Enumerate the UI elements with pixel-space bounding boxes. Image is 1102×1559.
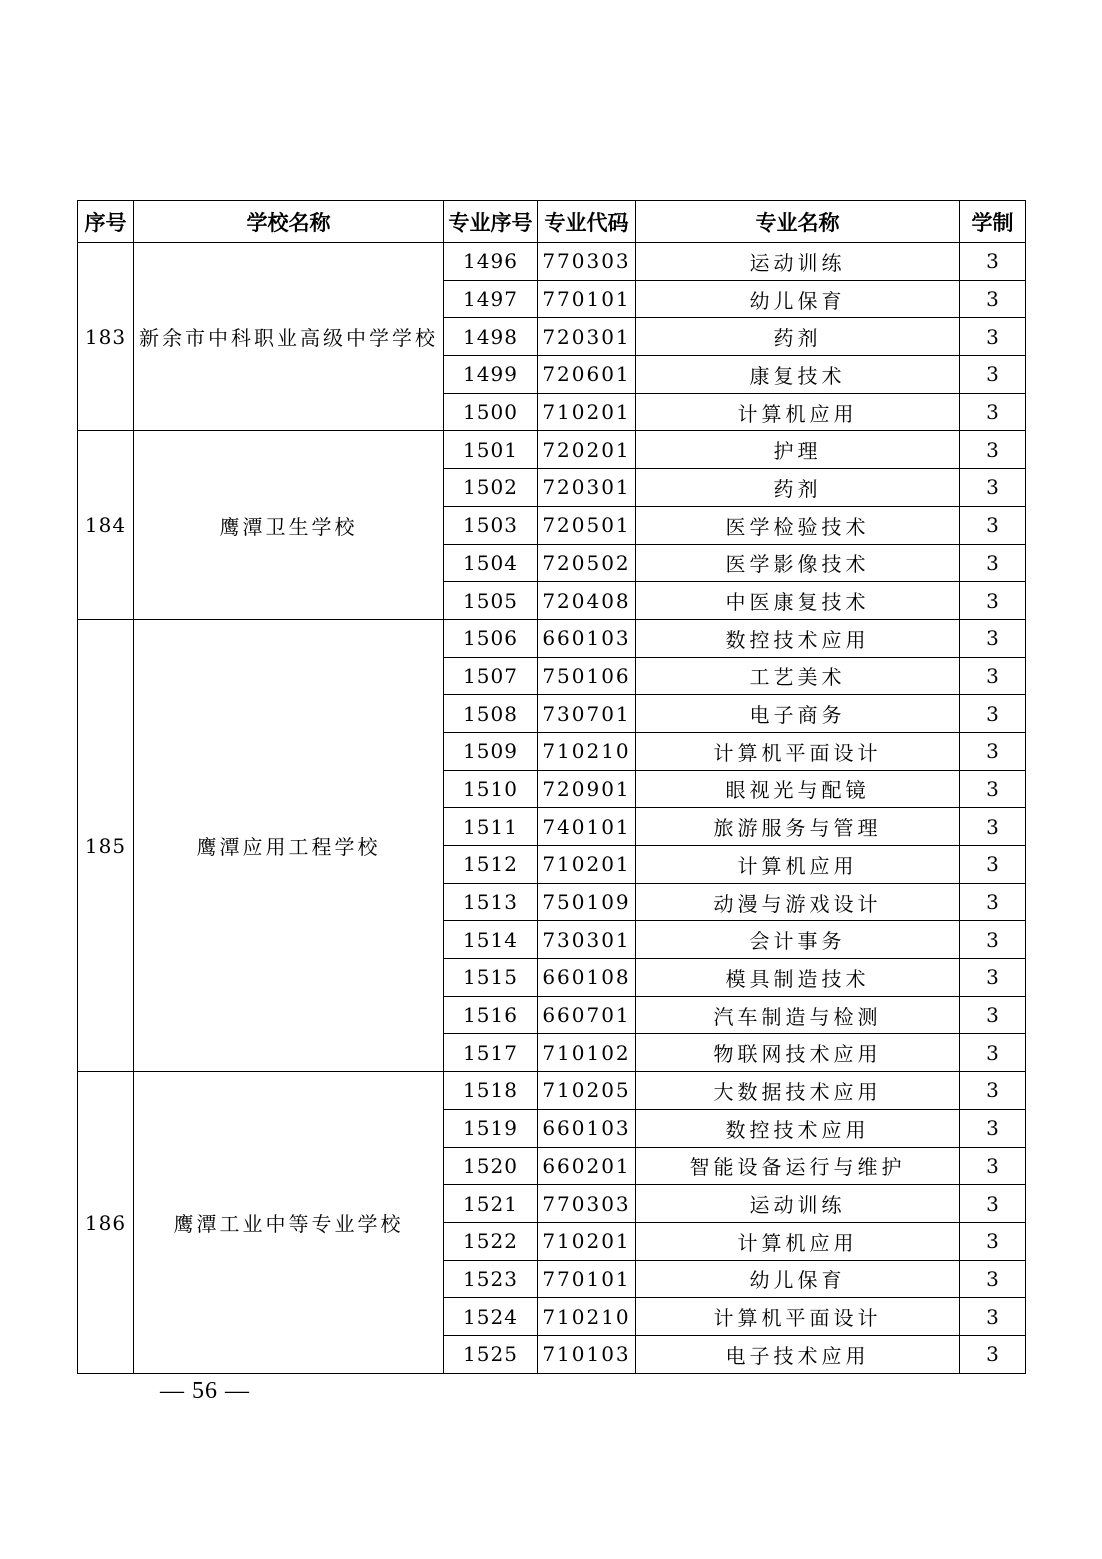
major-code-cell: 740101	[538, 808, 636, 846]
major-name-cell: 计算机平面设计	[636, 732, 960, 770]
header-duration: 学制	[960, 201, 1026, 243]
major-name-cell: 动漫与游戏设计	[636, 883, 960, 921]
major-index-cell: 1501	[444, 431, 538, 469]
major-name-cell: 电子商务	[636, 695, 960, 733]
duration-cell: 3	[960, 808, 1026, 846]
major-index-cell: 1525	[444, 1335, 538, 1373]
major-name-cell: 康复技术	[636, 356, 960, 394]
duration-cell: 3	[960, 1222, 1026, 1260]
duration-cell: 3	[960, 1072, 1026, 1110]
major-name-cell: 运动训练	[636, 1185, 960, 1223]
major-code-cell: 720601	[538, 356, 636, 394]
major-code-cell: 710210	[538, 1298, 636, 1336]
major-name-cell: 汽车制造与检测	[636, 996, 960, 1034]
major-index-cell: 1496	[444, 243, 538, 281]
major-code-cell: 770303	[538, 243, 636, 281]
duration-cell: 3	[960, 1109, 1026, 1147]
duration-cell: 3	[960, 356, 1026, 394]
duration-cell: 3	[960, 921, 1026, 959]
major-index-cell: 1519	[444, 1109, 538, 1147]
major-index-cell: 1521	[444, 1185, 538, 1223]
major-code-cell: 720301	[538, 469, 636, 507]
major-name-cell: 计算机应用	[636, 846, 960, 884]
major-index-cell: 1522	[444, 1222, 538, 1260]
major-name-cell: 幼儿保育	[636, 280, 960, 318]
header-school-name: 学校名称	[134, 201, 444, 243]
major-code-cell: 730301	[538, 921, 636, 959]
major-name-cell: 运动训练	[636, 243, 960, 281]
duration-cell: 3	[960, 619, 1026, 657]
duration-cell: 3	[960, 1335, 1026, 1373]
major-name-cell: 眼视光与配镜	[636, 770, 960, 808]
major-name-cell: 电子技术应用	[636, 1335, 960, 1373]
header-major-index: 专业序号	[444, 201, 538, 243]
major-name-cell: 智能设备运行与维护	[636, 1147, 960, 1185]
major-index-cell: 1517	[444, 1034, 538, 1072]
major-code-cell: 660103	[538, 1109, 636, 1147]
table-row	[78, 243, 1026, 281]
major-name-cell: 药剂	[636, 318, 960, 356]
school-index-cell: 184	[78, 431, 134, 619]
major-index-cell: 1498	[444, 318, 538, 356]
duration-cell: 3	[960, 243, 1026, 281]
school-name-cell: 新余市中科职业高级中学学校	[134, 243, 444, 431]
major-index-cell: 1512	[444, 846, 538, 884]
major-code-cell: 720901	[538, 770, 636, 808]
major-name-cell: 数控技术应用	[636, 1109, 960, 1147]
major-index-cell: 1508	[444, 695, 538, 733]
major-index-cell: 1514	[444, 921, 538, 959]
duration-cell: 3	[960, 1185, 1026, 1223]
major-code-cell: 750106	[538, 657, 636, 695]
duration-cell: 3	[960, 732, 1026, 770]
major-name-cell: 护理	[636, 431, 960, 469]
major-code-cell: 720201	[538, 431, 636, 469]
major-code-cell: 770101	[538, 280, 636, 318]
major-index-cell: 1500	[444, 393, 538, 431]
major-code-cell: 770101	[538, 1260, 636, 1298]
major-index-cell: 1518	[444, 1072, 538, 1110]
major-name-cell: 中医康复技术	[636, 582, 960, 620]
duration-cell: 3	[960, 657, 1026, 695]
major-code-cell: 770303	[538, 1185, 636, 1223]
major-index-cell: 1515	[444, 959, 538, 997]
major-code-cell: 720301	[538, 318, 636, 356]
major-index-cell: 1505	[444, 582, 538, 620]
major-index-cell: 1504	[444, 544, 538, 582]
major-code-cell: 720408	[538, 582, 636, 620]
majors-table	[77, 200, 1026, 1374]
major-code-cell: 710201	[538, 393, 636, 431]
major-index-cell: 1511	[444, 808, 538, 846]
major-code-cell: 720501	[538, 506, 636, 544]
major-code-cell: 660103	[538, 619, 636, 657]
major-code-cell: 710102	[538, 1034, 636, 1072]
duration-cell: 3	[960, 996, 1026, 1034]
major-index-cell: 1524	[444, 1298, 538, 1336]
duration-cell: 3	[960, 544, 1026, 582]
major-name-cell: 模具制造技术	[636, 959, 960, 997]
major-name-cell: 幼儿保育	[636, 1260, 960, 1298]
header-index: 序号	[78, 201, 134, 243]
major-name-cell: 物联网技术应用	[636, 1034, 960, 1072]
major-name-cell: 旅游服务与管理	[636, 808, 960, 846]
duration-cell: 3	[960, 695, 1026, 733]
school-name-cell: 鹰潭应用工程学校	[134, 619, 444, 1071]
header-major-name: 专业名称	[636, 201, 960, 243]
major-name-cell: 计算机平面设计	[636, 1298, 960, 1336]
major-code-cell: 710201	[538, 1222, 636, 1260]
major-index-cell: 1520	[444, 1147, 538, 1185]
major-index-cell: 1513	[444, 883, 538, 921]
major-code-cell: 660201	[538, 1147, 636, 1185]
page-number: — 56 —	[160, 1378, 250, 1404]
major-index-cell: 1497	[444, 280, 538, 318]
major-name-cell: 医学影像技术	[636, 544, 960, 582]
major-name-cell: 计算机应用	[636, 1222, 960, 1260]
duration-cell: 3	[960, 1034, 1026, 1072]
table-row	[78, 431, 1026, 469]
table-row	[78, 1072, 1026, 1110]
duration-cell: 3	[960, 393, 1026, 431]
major-index-cell: 1499	[444, 356, 538, 394]
major-name-cell: 药剂	[636, 469, 960, 507]
duration-cell: 3	[960, 506, 1026, 544]
major-name-cell: 大数据技术应用	[636, 1072, 960, 1110]
major-index-cell: 1523	[444, 1260, 538, 1298]
duration-cell: 3	[960, 431, 1026, 469]
school-index-cell: 186	[78, 1072, 134, 1374]
major-code-cell: 750109	[538, 883, 636, 921]
school-name-cell: 鹰潭卫生学校	[134, 431, 444, 619]
duration-cell: 3	[960, 318, 1026, 356]
major-code-cell: 660701	[538, 996, 636, 1034]
major-index-cell: 1506	[444, 619, 538, 657]
major-name-cell: 数控技术应用	[636, 619, 960, 657]
major-index-cell: 1507	[444, 657, 538, 695]
school-index-cell: 185	[78, 619, 134, 1071]
major-index-cell: 1502	[444, 469, 538, 507]
table-body	[78, 243, 1026, 1374]
duration-cell: 3	[960, 959, 1026, 997]
major-name-cell: 计算机应用	[636, 393, 960, 431]
major-name-cell: 会计事务	[636, 921, 960, 959]
major-code-cell: 710201	[538, 846, 636, 884]
duration-cell: 3	[960, 770, 1026, 808]
duration-cell: 3	[960, 1260, 1026, 1298]
major-name-cell: 医学检验技术	[636, 506, 960, 544]
header-major-code: 专业代码	[538, 201, 636, 243]
major-name-cell: 工艺美术	[636, 657, 960, 695]
major-code-cell: 710210	[538, 732, 636, 770]
duration-cell: 3	[960, 582, 1026, 620]
duration-cell: 3	[960, 846, 1026, 884]
school-name-cell: 鹰潭工业中等专业学校	[134, 1072, 444, 1374]
duration-cell: 3	[960, 1298, 1026, 1336]
major-code-cell: 660108	[538, 959, 636, 997]
major-index-cell: 1516	[444, 996, 538, 1034]
header-row	[78, 201, 1026, 243]
major-code-cell: 720502	[538, 544, 636, 582]
duration-cell: 3	[960, 280, 1026, 318]
duration-cell: 3	[960, 1147, 1026, 1185]
school-index-cell: 183	[78, 243, 134, 431]
major-index-cell: 1510	[444, 770, 538, 808]
major-code-cell: 710205	[538, 1072, 636, 1110]
duration-cell: 3	[960, 469, 1026, 507]
major-code-cell: 710103	[538, 1335, 636, 1373]
major-index-cell: 1503	[444, 506, 538, 544]
duration-cell: 3	[960, 883, 1026, 921]
major-index-cell: 1509	[444, 732, 538, 770]
major-code-cell: 730701	[538, 695, 636, 733]
table-row	[78, 619, 1026, 657]
